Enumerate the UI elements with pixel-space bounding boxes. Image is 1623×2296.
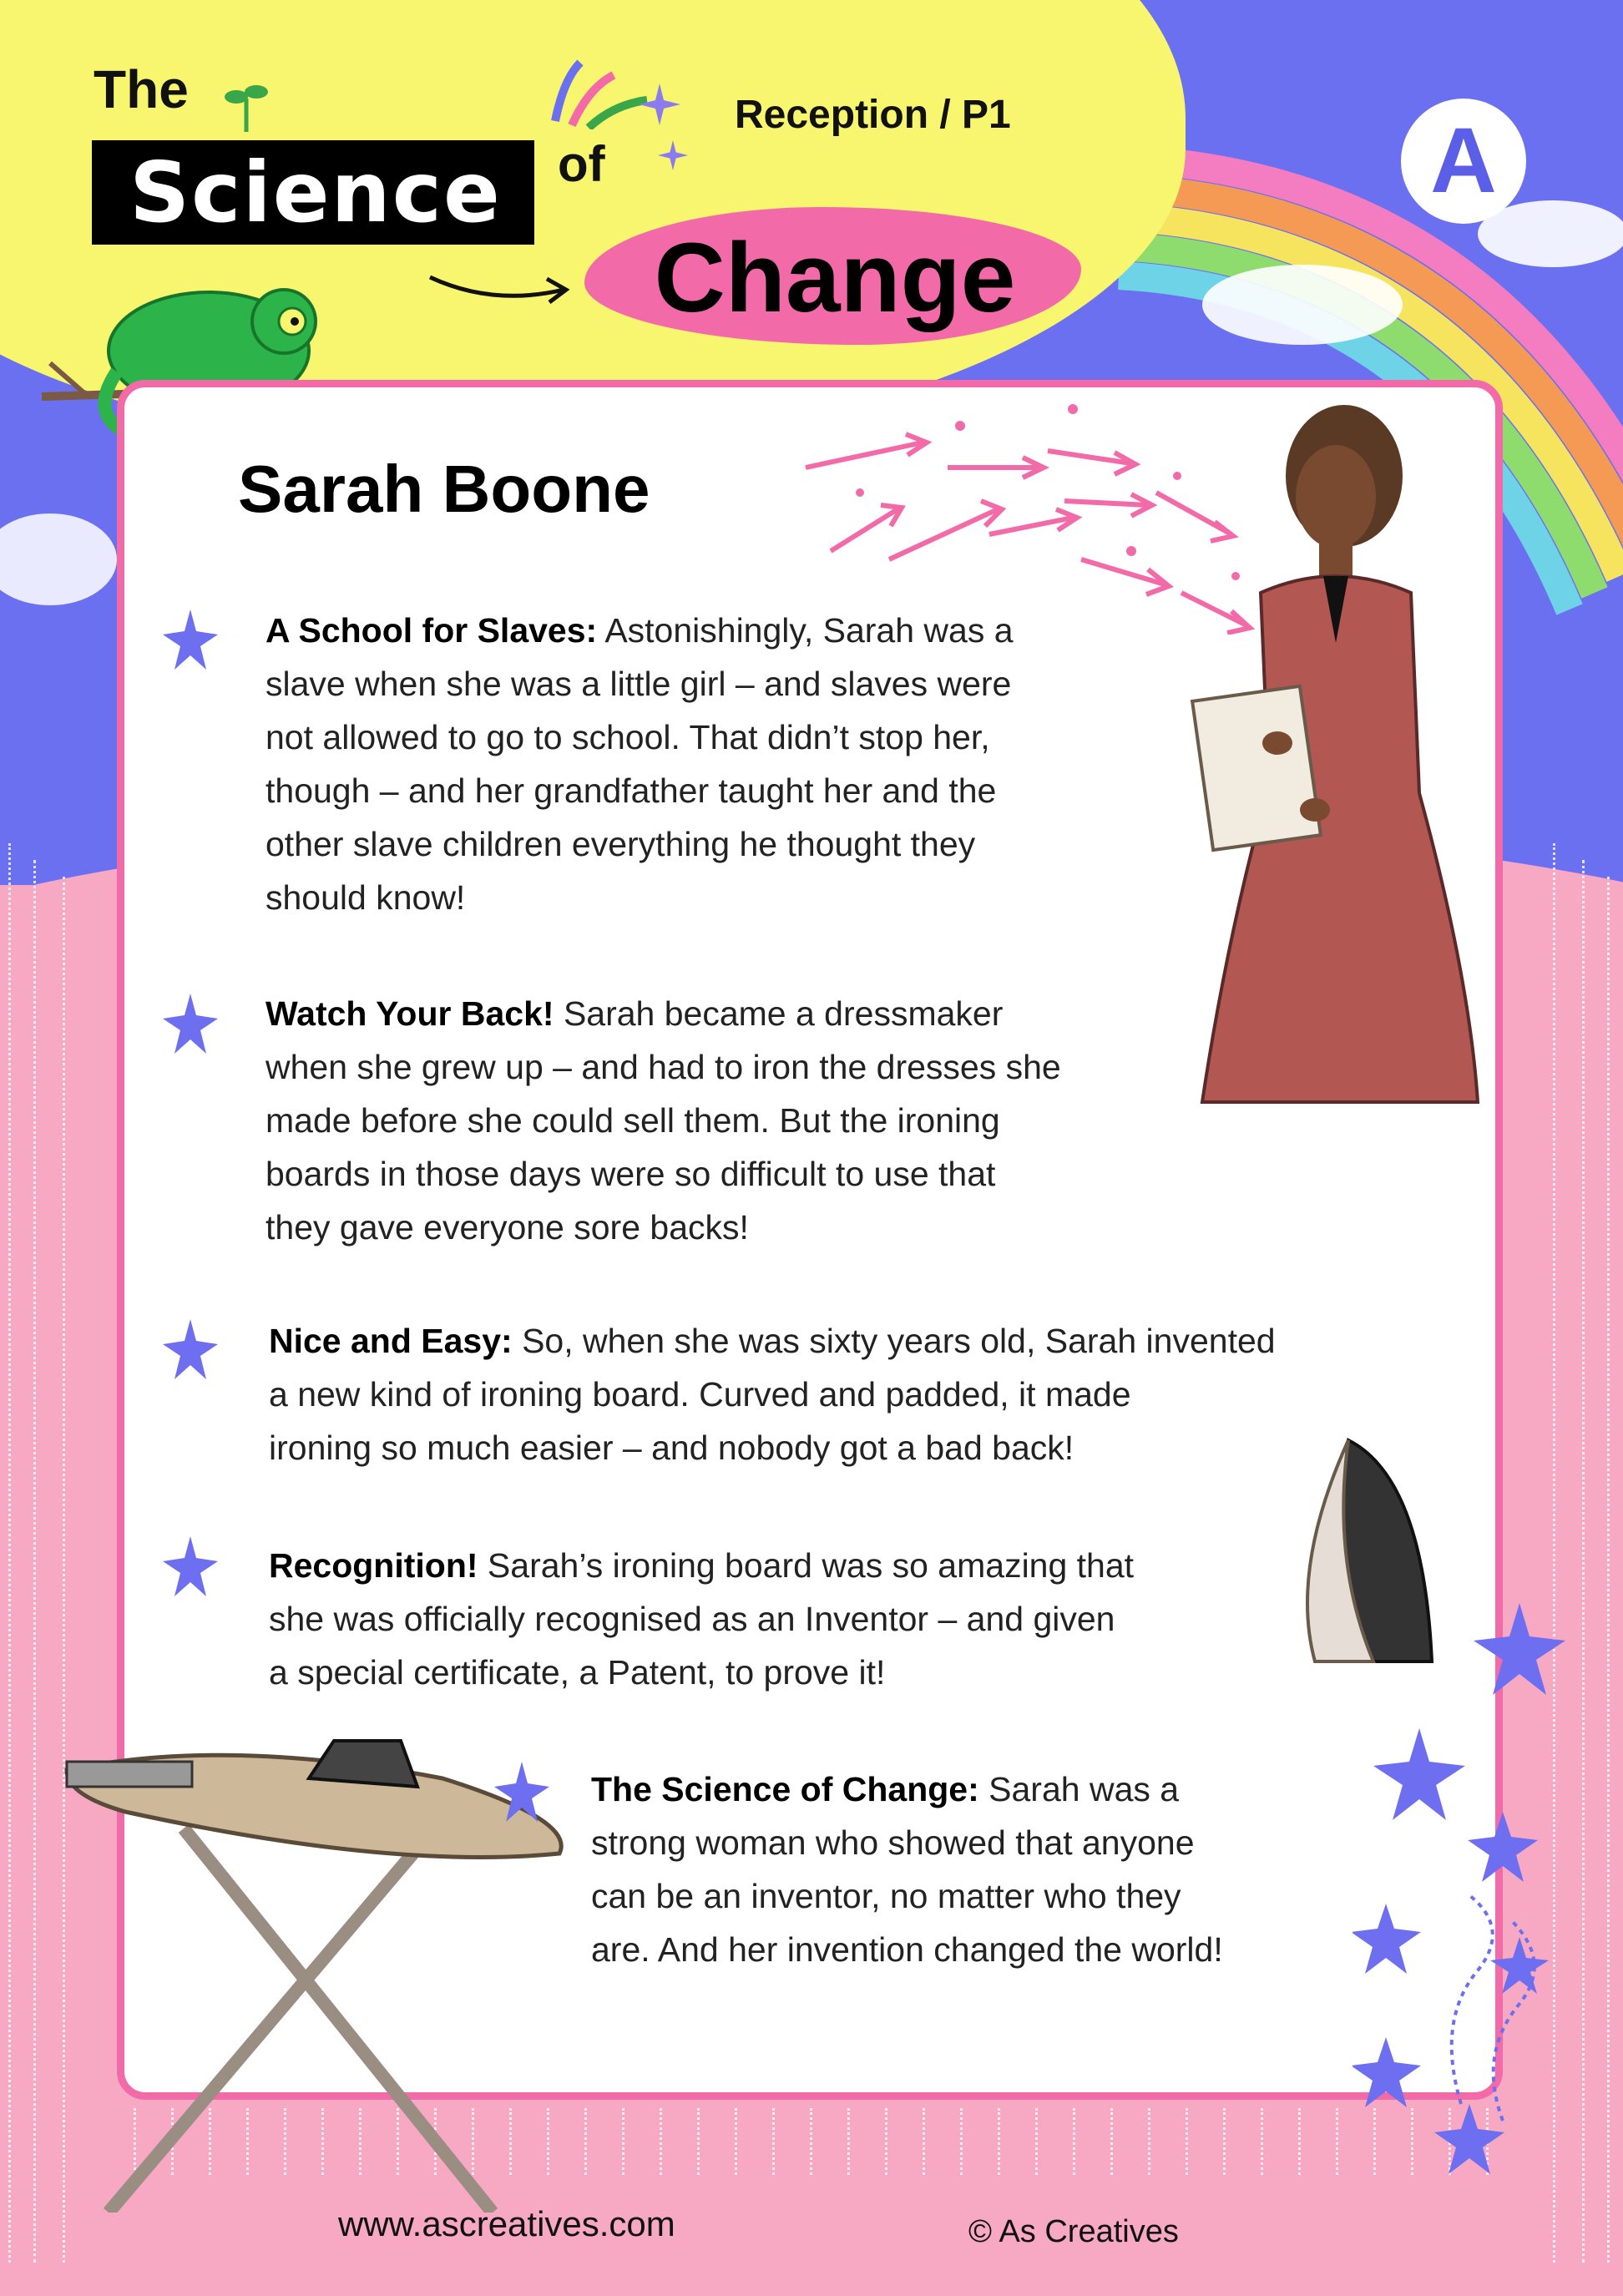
bead-strand [697, 2108, 705, 2175]
sparkle-icon [658, 140, 688, 170]
stars-decoration [1352, 1603, 1623, 2204]
bullet-star-icon [163, 609, 218, 670]
section-heading: Nice and Easy: [269, 1322, 513, 1360]
logo-icon: A [1430, 109, 1497, 212]
section-science-of-change: The Science of Change: Sarah was a strong woman who showed that anyone can be an inventor, no matter who they are. And her invention changed the world! [591, 1770, 1223, 1969]
section-heading: Recognition! [269, 1546, 478, 1585]
bead-strand [1073, 2108, 1080, 2175]
footer-copyright: © As Creatives [968, 2214, 1179, 2249]
title-science: Science [129, 144, 502, 241]
bead-strand [1261, 2108, 1268, 2175]
bead-strand [1148, 2108, 1155, 2175]
cloud-illustration [0, 493, 117, 626]
bead-strand [735, 2108, 742, 2175]
bead-strand [885, 2108, 892, 2175]
bead-strand [998, 2108, 1005, 2175]
footer-website-link[interactable]: www.ascreatives.com [338, 2204, 675, 2243]
arrow-icon [426, 260, 576, 311]
bullet-star-icon [163, 1536, 218, 1596]
bullet-star-icon [163, 994, 218, 1054]
page-title: Sarah Boone [238, 452, 650, 526]
bead-strand [772, 2108, 780, 2175]
title-the: The [94, 59, 189, 119]
sprout-icon [221, 73, 271, 132]
bead-strand [622, 2108, 629, 2175]
section-school-for-slaves: A School for Slaves: Astonishingly, Sarah was a slave when she was a little girl – and slaves were not allowed to go to school. That didn’t stop her, though – and her grandfather taught her and the other slave children everything he thought they should know! [265, 611, 1014, 917]
bead-strand [847, 2108, 855, 2175]
bead-strand [660, 2108, 667, 2175]
section-heading: Watch Your Back! [265, 994, 554, 1033]
bead-strand [1186, 2108, 1193, 2175]
title-change: Change [654, 223, 1016, 333]
title-of: of [558, 136, 605, 192]
bead-strand [1336, 2108, 1343, 2175]
level-label: Reception / P1 [735, 93, 1011, 137]
bead-strand [810, 2108, 817, 2175]
bead-strand [1298, 2108, 1306, 2175]
section-heading: The Science of Change: [591, 1770, 979, 1808]
bullet-star-icon [163, 1319, 218, 1379]
section-recognition: Recognition! Sarah’s ironing board was so amazing that she was officially recognised as an Inventor – and given a special certificate, a Patent, to prove it! [269, 1546, 1135, 1692]
section-nice-and-easy: Nice and Easy: So, when she was sixty years old, Sarah invented a new kind of ironing board. Curved and padded, it made ironing so much easier – and nobody got a bad back! [269, 1322, 1276, 1467]
bead-strand [960, 2108, 968, 2175]
bullet-star-icon [494, 1762, 549, 1822]
bead-strand [1035, 2108, 1043, 2175]
bead-strand [8, 843, 16, 2263]
bead-strand [584, 2108, 592, 2175]
bead-strand [33, 860, 41, 2263]
sparkle-icon [639, 83, 680, 125]
bead-strand [1110, 2108, 1118, 2175]
bead-strand [1223, 2108, 1231, 2175]
bead-strand [923, 2108, 930, 2175]
section-watch-your-back: Watch Your Back! Sarah became a dressmaker when she grew up – and had to iron the dresses she made before she could sell them. But the ironing boards in those days were so difficult to use that they gave everyone sore backs! [265, 994, 1061, 1247]
section-heading: A School for Slaves: [265, 611, 598, 650]
